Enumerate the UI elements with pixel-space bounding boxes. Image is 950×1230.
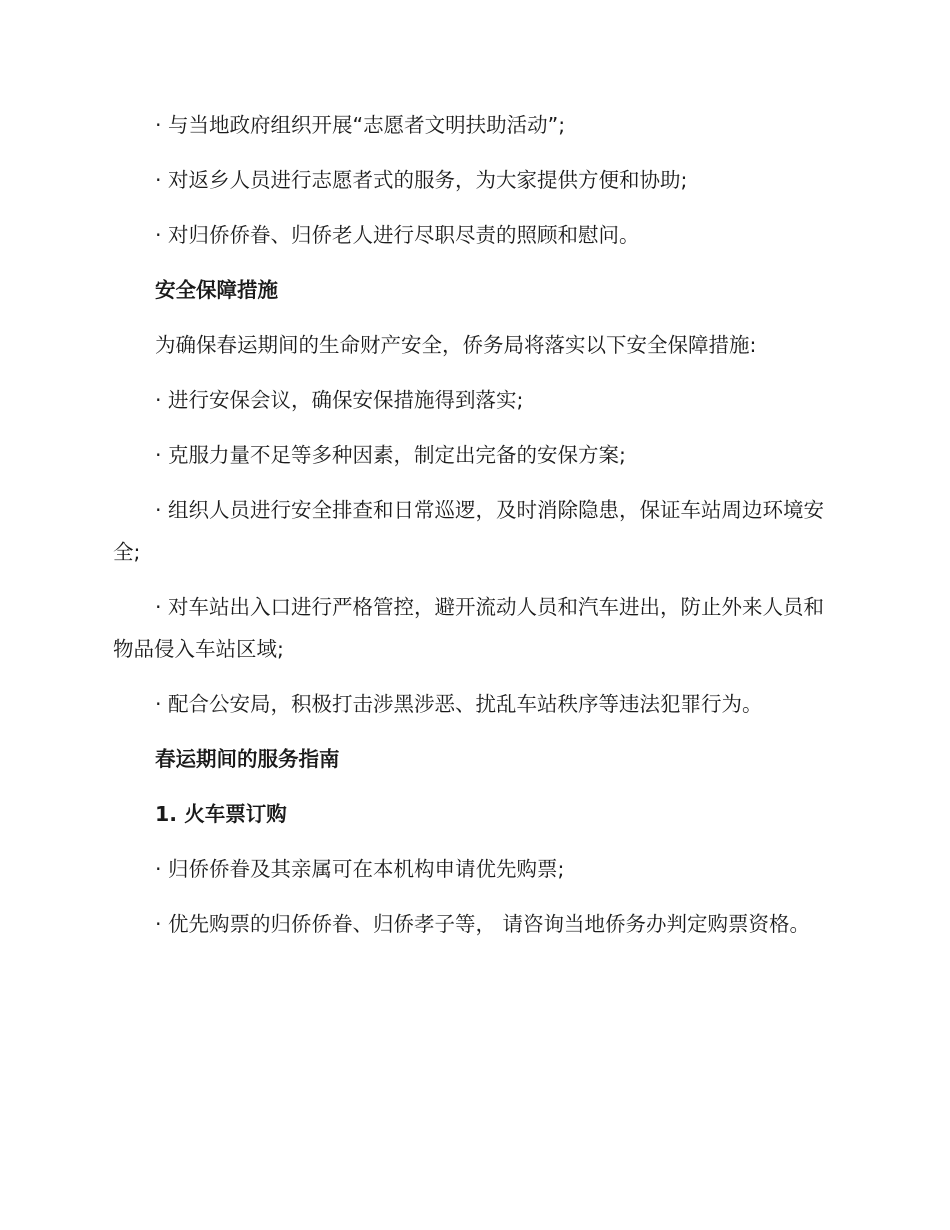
heading-ticket-booking: 1. 火车票订购: [155, 802, 287, 826]
bullet-police-cooperation: · 配合公安局，积极打击涉黑涉恶、扰乱车站秩序等违法犯罪行为。: [155, 692, 763, 716]
bullet-security-plan: · 克服力量不足等多种因素，制定出完备的安保方案;: [155, 443, 626, 467]
bullet-entrance-control: · 对车站出入口进行严格管控，避开流动人员和汽车进出，防止外来人员和物品侵入车站区域;: [113, 595, 825, 661]
bullet-elderly-care: · 对归侨侨眷、归侨老人进行尽职尽责的照顾和慰问。: [155, 223, 640, 247]
bullet-security-meeting: · 进行安保会议，确保安保措施得到落实;: [155, 388, 524, 412]
document-body: [113, 104, 828, 958]
bullet-priority-purchase: · 归侨侨眷及其亲属可在本机构申请优先购票;: [155, 857, 565, 881]
bullet-eligibility: · 优先购票的归侨侨眷、归侨孝子等， 请咨询当地侨务办判定购票资格。: [155, 912, 811, 936]
paragraph-security-intro: 为确保春运期间的生命财产安全，侨务局将落实以下安全保障措施:: [155, 333, 757, 357]
bullet-volunteer-activity: · 与当地政府组织开展“志愿者文明扶助活动”;: [155, 113, 566, 137]
bullet-returnee-service: · 对返乡人员进行志愿者式的服务，为大家提供方便和协助;: [155, 168, 688, 192]
heading-service-guide: 春运期间的服务指南: [155, 747, 340, 771]
bullet-patrol: · 组织人员进行安全排查和日常巡逻，及时消除隐患，保证车站周边环境安全;: [113, 498, 825, 564]
heading-security-measures: 安全保障措施: [155, 278, 278, 302]
